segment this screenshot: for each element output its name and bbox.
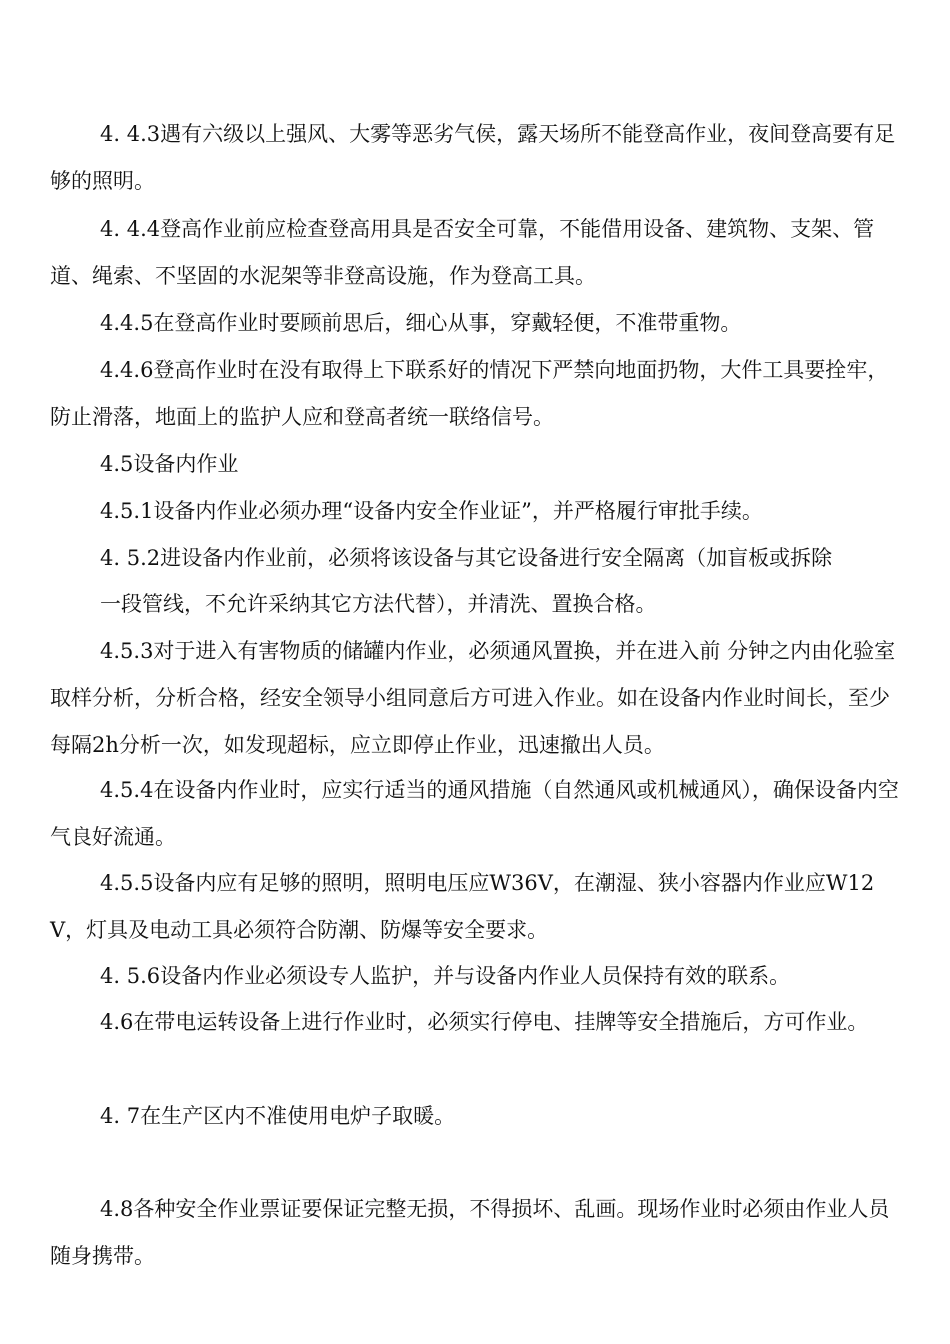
paragraph-4-5-2: 4. 5.2进设备内作业前，必须将该设备与其它设备进行安全隔离（加盲板或拆除 [100, 546, 833, 570]
paragraph-4-4-6: 4.4.6登高作业时在没有取得上下联系好的情况下严禁向地面扔物，大件工具要拴牢，防止滑落，地面上的监护人应和登高者统一联络信号。 [50, 358, 889, 429]
paragraph-4-5-6: 4. 5.6设备内作业必须设专人监护，并与设备内作业人员保持有效的联系。 [100, 964, 791, 988]
paragraph-4-5-1: 4.5.1设备内作业必须办理“设备内安全作业证”，并严格履行审批手续。 [100, 499, 763, 523]
paragraph-4-5-4: 4.5.4在设备内作业时，应实行适当的通风措施（自然通风或机械通风），确保设备内空气良好流通。 [50, 778, 899, 849]
section-heading-4-5: 4.5设备内作业 [100, 452, 239, 476]
paragraph-4-4-4: 4. 4.4登高作业前应检查登高用具是否安全可靠，不能借用设备、建筑物、支架、管道、绳索、不坚固的水泥架等非登高设施，作为登高工具。 [50, 217, 875, 288]
paragraph-4-5-3: 4.5.3对于进入有害物质的储罐内作业，必须通风置换，并在进入前 分钟之内由化验室取样分析，分析合格，经安全领导小组同意后方可进入作业。如在设备内作业时间长，至少每隔2h分析一次，如发现超标，应立即停止作业，迅速撤出人员。 [50, 639, 896, 757]
paragraph-4-5-2-continued: 一段管线，不允许采纳其它方法代替），并清洗、置换合格。 [100, 592, 657, 616]
paragraph-4-6: 4.6在带电运转设备上进行作业时，必须实行停电、挂牌等安全措施后，方可作业。 [100, 1010, 869, 1034]
paragraph-4-4-5: 4.4.5在登高作业时要顾前思后，细心从事，穿戴轻便，不准带重物。 [100, 311, 742, 335]
paragraph-4-4-3: 4. 4.3遇有六级以上强风、大雾等恶劣气侯，露天场所不能登高作业，夜间登高要有足够的照明。 [50, 122, 896, 193]
paragraph-4-8: 4.8各种安全作业票证要保证完整无损，不得损坏、乱画。现场作业时必须由作业人员随身携带。 [50, 1197, 890, 1268]
paragraph-4-7: 4. 7在生产区内不准使用电炉子取暖。 [100, 1104, 456, 1128]
paragraph-4-5-5: 4.5.5设备内应有足够的照明，照明电压应W36V，在潮湿、狭小容器内作业应W12V，灯具及电动工具必须符合防潮、防爆等安全要求。 [50, 871, 875, 942]
